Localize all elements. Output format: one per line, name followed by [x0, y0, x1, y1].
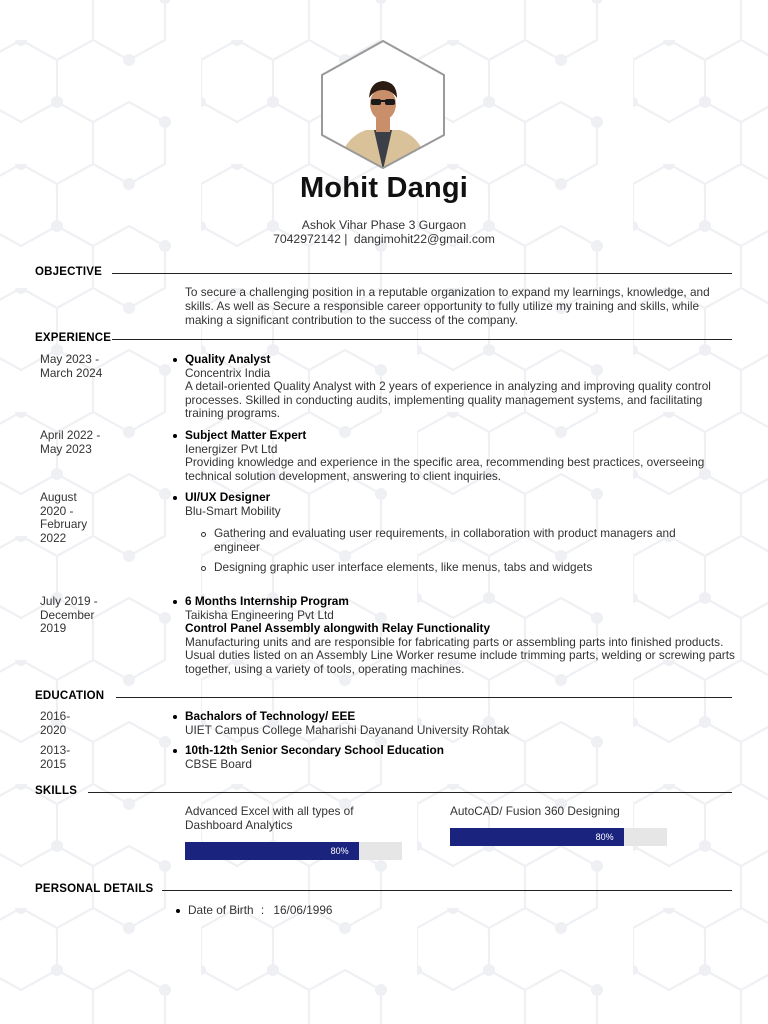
email: dangimohit22@gmail.com — [353, 232, 495, 246]
job-description: A detail-oriented Quality Analyst with 2 years of experience in analyzing and improving quality control processes. Skilled in conducting audits, implementing quality management systems, and facilitating training programs. — [185, 379, 711, 421]
experience-entry-1 — [185, 353, 735, 421]
address: Ashok Vihar Phase 3 Gurgaon — [301, 218, 467, 232]
dob-separator: : — [260, 903, 265, 917]
skills-divider — [88, 792, 732, 793]
company: Taikisha Engineering Pvt Ltd — [185, 607, 334, 622]
job-role: Quality Analyst — [185, 353, 735, 367]
education-date-2: 2013- 2015 — [40, 743, 71, 771]
company: Ienergizer Pvt Ltd — [185, 441, 278, 456]
experience-date-4: July 2019 - December 2019 — [40, 594, 98, 636]
candidate-name: Mohit Dangi — [299, 172, 469, 204]
separator: | — [344, 232, 348, 246]
experience-divider — [112, 339, 732, 340]
date-of-birth-row — [188, 903, 332, 917]
experience-entry-2 — [185, 429, 735, 483]
experience-entry-3 — [185, 491, 735, 575]
skills-title: SKILLS — [35, 785, 78, 797]
experience-date-2: April 2022 - May 2023 — [40, 428, 101, 456]
education-entry-2 — [185, 744, 735, 771]
objective-title: OBJECTIVE — [35, 266, 102, 278]
experience-entry-4 — [185, 595, 735, 677]
personal-details-title: PERSONAL DETAILS — [35, 883, 154, 895]
job-role: UI/UX Designer — [185, 491, 735, 505]
project-title: Control Panel Assembly alongwith Relay Functionality — [185, 621, 491, 636]
job-description: Providing knowledge and experience in the specific area, recommending best practices, overseeing technical solution development, answering to client inquiries. — [185, 455, 705, 483]
skill-bar-fill: 80% — [185, 842, 359, 860]
experience-date-3: August 2020 - February 2022 — [40, 490, 88, 545]
objective-divider — [112, 273, 732, 274]
profile-photo — [318, 38, 448, 170]
education-title: EDUCATION — [35, 690, 105, 702]
education-divider — [116, 697, 732, 698]
skill-bar — [185, 842, 402, 860]
company: Concentrix India — [185, 365, 271, 380]
job-role: 6 Months Internship Program — [185, 595, 735, 609]
experience-date-1: May 2023 - March 2024 — [40, 352, 103, 380]
institution: UIET Campus College Maharishi Dayanand University Rohtak — [185, 722, 510, 737]
objective-text: To secure a challenging position in a reputable organization to expand my learnings, knowledge, and skills. As well as Secure a responsible career opportunity to fully utilize my training and skills, while making a significant contribution to the success of the company. — [185, 285, 710, 327]
degree: 10th-12th Senior Secondary School Education — [185, 744, 735, 758]
skill-bar — [450, 828, 667, 846]
skill-name: Advanced Excel with all types of Dashboard Analytics — [185, 804, 354, 832]
job-description: Manufacturing units and are responsible for fabricating parts or assembling parts into finished products. Usual duties listed on an Assembly Line Worker resume include trimming parts, welding or screwing parts together, using a variety of tools, operating machines. — [185, 634, 735, 676]
institution: CBSE Board — [185, 756, 252, 771]
education-entry-1 — [185, 710, 735, 737]
job-bullet: Gathering and evaluating user requirements, in collaboration with product managers and engineer — [214, 527, 704, 554]
dob-value: 16/06/1996 — [273, 903, 333, 917]
company: Blu-Smart Mobility — [185, 503, 281, 518]
degree: Bachalors of Technology/ EEE — [185, 710, 735, 724]
job-bullet: Designing graphic user interface elements, like menus, tabs and widgets — [214, 561, 735, 575]
contact-block — [0, 218, 768, 246]
phone: 7042972142 — [273, 232, 341, 246]
skill-bar-fill: 80% — [450, 828, 624, 846]
dob-label: Date of Birth — [188, 903, 254, 917]
education-date-1: 2016- 2020 — [40, 709, 71, 737]
experience-title: EXPERIENCE — [35, 332, 112, 344]
personal-details-divider — [162, 890, 732, 891]
phone-email-line — [0, 232, 768, 246]
job-role: Subject Matter Expert — [185, 429, 735, 443]
skill-name: AutoCAD/ Fusion 360 Designing — [450, 804, 620, 818]
